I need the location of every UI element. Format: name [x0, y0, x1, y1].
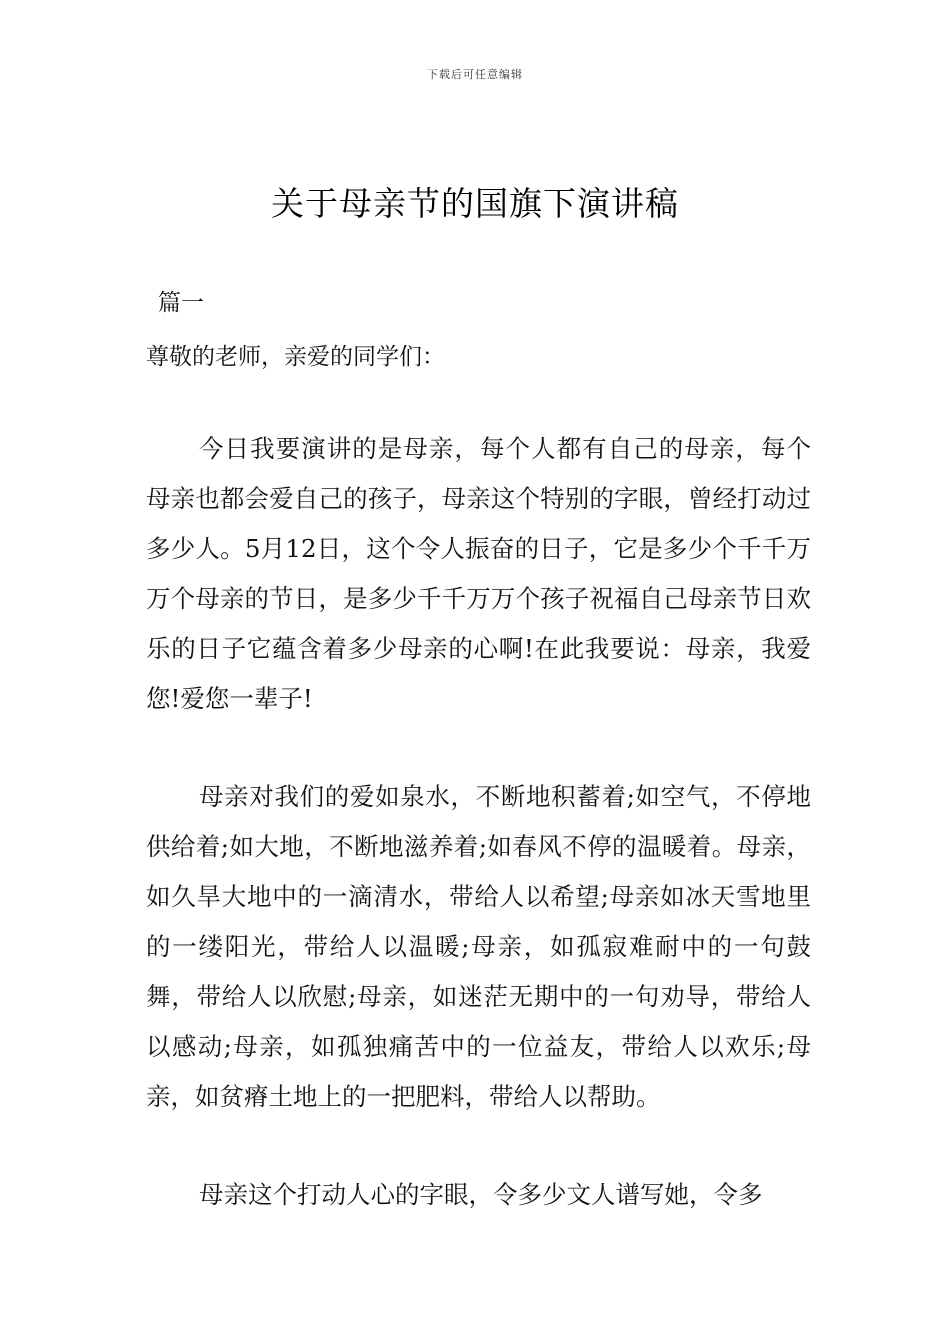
section-label: 篇一 — [158, 290, 204, 316]
body-paragraph: 今日我要演讲的是母亲，每个人都有自己的母亲，每个母亲也都会爱自己的孩子，母亲这个特别的字眼，曾经打动过多少人。5月12日，这个令人振奋的日子，它是多少个千千万万个母亲的节日，是多少千千万万个孩子祝福自己母亲节日欢乐的日子它蕴含着多少母亲的心啊!在此我要说：母亲，我爱您!爱您一辈子! — [146, 434, 811, 713]
header-note: 下载后可任意编辑 — [427, 68, 523, 81]
body-paragraph: 母亲这个打动人心的字眼，令多少文人谱写她，令多 — [199, 1180, 763, 1209]
salutation: 尊敬的老师，亲爱的同学们： — [146, 344, 445, 370]
document-title: 关于母亲节的国旗下演讲稿 — [271, 184, 679, 223]
body-paragraph: 母亲对我们的爱如泉水，不断地积蓄着;如空气，不停地供给着;如大地，不断地滋养着;如春风不停的温暖着。母亲，如久旱大地中的一滴清水，带给人以希望;母亲如冰天雪地里的一缕阳光，带给人以温暖;母亲，如孤寂难耐中的一句鼓舞，带给人以欣慰;母亲，如迷茫无期中的一句劝导，带给人以感动;母亲，如孤独痛苦中的一位益友，带给人以欢乐;母亲，如贫瘠土地上的一把肥料，带给人以帮助。 — [146, 782, 811, 1111]
